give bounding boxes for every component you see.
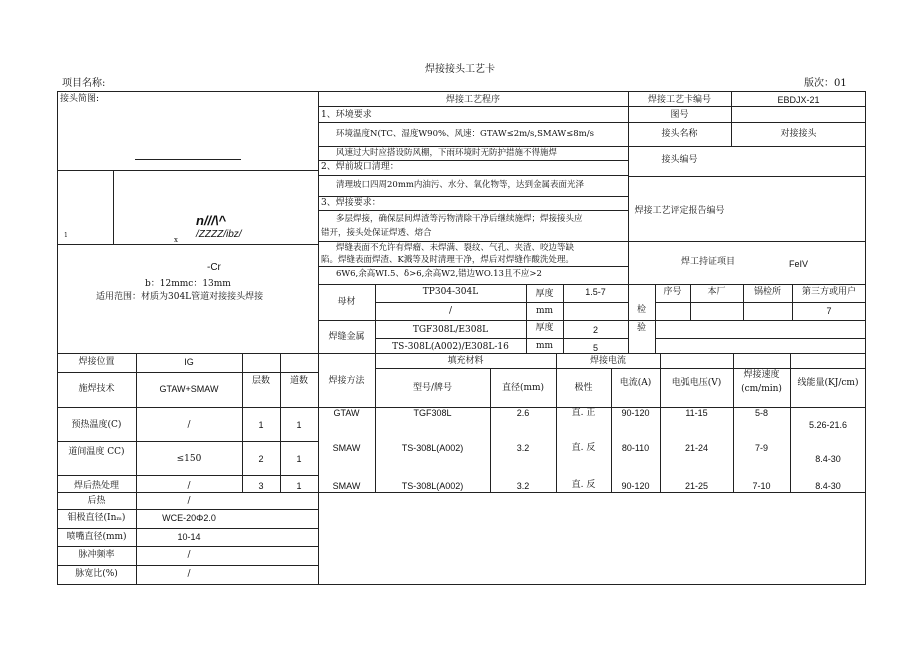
bevel-cleaning-title: 2、焊前坡口清理：: [321, 162, 399, 172]
application-scope: 适用范围：材质为304L管道对接接头焊接: [96, 292, 264, 302]
filler-thickness-label: 厚度: [535, 323, 554, 333]
row1-layer: 1: [258, 420, 264, 430]
size-tolerance-line: 6W6,余高WI.5、δ>6,余高W2,错边WO.13且不应>2: [336, 269, 542, 279]
sketch-mark-x: x: [174, 236, 178, 244]
pulse-frequency-value: /: [187, 550, 191, 560]
filler-material-header: 填充材料: [447, 356, 484, 366]
pass-count-header: 道数: [289, 376, 308, 386]
filler-metal-value-2: TS-308L(A002)/E308L-16: [392, 342, 509, 352]
card-number-label: 焊接工艺卡编号: [647, 95, 711, 105]
row3-speed: 7-10: [752, 481, 771, 491]
nozzle-diameter-label: 喷嘴直径(mm): [66, 532, 127, 542]
electrode-diameter-value: WCE-20Φ2.0: [162, 513, 216, 523]
welding-speed-header-2: (cm/min): [741, 384, 782, 394]
pulse-width-ratio-value: /: [187, 569, 191, 579]
post-heat-label: 后热: [87, 496, 106, 506]
env-requirements-line1: 环境温度N(TC、湿度W90%、风速：GTAW≤2m/s,SMAW≤8m/s: [336, 129, 594, 139]
filler-metal-value-1: TGF308L/E308L: [412, 325, 489, 335]
surface-requirements-line2: 陷。焊缝表面焊渣、K溅等及时清理干净，焊后对焊缝作酸洗处理。: [321, 255, 574, 265]
row1-diameter: 2.6: [516, 408, 530, 418]
row3-model: TS-308L(A002): [401, 481, 464, 491]
heat-input-header: 线能量(KJ/cm): [797, 378, 859, 388]
preheat-temp-label: 预热温度(C): [71, 420, 122, 430]
current-amp-header: 电流(A): [619, 378, 652, 388]
preheat-temp-value: /: [187, 420, 191, 430]
post-heat-value: /: [187, 496, 191, 506]
inspection-label-2: 验: [636, 323, 646, 333]
row2-current: 80-110: [621, 443, 650, 453]
row3-current: 90-120: [621, 481, 650, 491]
base-thickness-unit: mm: [535, 306, 554, 316]
pqr-number-label: 焊接工艺评定报告编号: [634, 206, 725, 216]
row3-diameter: 3.2: [516, 481, 530, 491]
row1-heat-input: 5.26-21.6: [808, 420, 848, 430]
surface-requirements-line1: 焊缝表面不允许有焊瘤、未焊满、裂纹、气孔、夹渣、咬边等缺: [336, 243, 575, 253]
base-metal-value: TP304-304L: [422, 287, 479, 297]
row3-pass: 1: [296, 481, 302, 491]
welding-technique-value: GTAW+SMAW: [159, 384, 219, 394]
sketch-bevel-bottom: /ZZZZ/ibz/: [196, 229, 242, 240]
welding-requirements-line2: 错开，接头处保证焊透、熔合: [321, 228, 432, 238]
welding-method-header: 焊接方法: [328, 376, 365, 386]
filler-metal-label: 焊缝金属: [328, 332, 365, 342]
row2-polarity: 直. 反: [571, 443, 596, 453]
filler-thickness-value-1: 2: [592, 325, 598, 335]
welding-current-header: 焊接电流: [589, 356, 626, 366]
nozzle-diameter-value: 10-14: [177, 532, 201, 542]
row1-model: TGF308L: [413, 408, 452, 418]
env-requirements-title: 1、环境要求: [321, 110, 372, 120]
diameter-header: 直径(mm): [501, 383, 545, 393]
pwht-value: /: [187, 481, 191, 491]
version-label: 版次：01: [804, 78, 847, 89]
filler-thickness-unit: mm: [535, 341, 554, 351]
joint-dimensions: b：12mmc：13mm: [145, 279, 231, 289]
inspection-col-serial: 序号: [663, 287, 682, 297]
model-brand-header: 型号/牌号: [412, 383, 453, 393]
row2-pass: 1: [296, 454, 302, 464]
polarity-header: 极性: [574, 383, 593, 393]
row1-method: GTAW: [333, 408, 360, 418]
row3-voltage: 21-25: [684, 481, 709, 491]
welding-position-label: 焊接位置: [78, 357, 115, 367]
row3-method: SMAW: [332, 481, 361, 491]
interpass-temp-label: 道间温度 CC): [68, 447, 125, 457]
pulse-frequency-label: 脉冲频率: [78, 550, 115, 560]
sketch-cr: -Cr: [207, 262, 221, 273]
row1-pass: 1: [296, 420, 302, 430]
welder-qualification-value: FeIV: [789, 259, 809, 269]
pwht-label: 焊后热处理: [73, 481, 119, 491]
electrode-diameter-label: 钼极直径(Inₘ): [67, 513, 126, 523]
row3-heat-input: 8.4-30: [815, 481, 841, 491]
project-name-label: 项目名称:: [62, 78, 106, 89]
sketch-mark-left: 1: [64, 232, 68, 239]
bevel-cleaning-line: 清理坡口四周20mm内油污、水分、氧化物等，达到金属表面光泽: [336, 180, 584, 190]
joint-number-label: 接头编号: [661, 155, 698, 165]
row2-heat-input: 8.4-30: [815, 454, 841, 464]
joint-name-value: 对接接头: [780, 129, 817, 139]
welding-requirements-title: 3、焊接要求：: [321, 198, 381, 208]
joint-sketch-label: 接头简图:: [60, 94, 100, 104]
row3-polarity: 直. 反: [571, 480, 596, 490]
row2-speed: 7-9: [754, 443, 768, 453]
env-requirements-line2: 风速过大时应搭设防风棚，下雨环境时无防护措施不得施焊: [336, 148, 558, 158]
card-number-value: EBDJX-21: [777, 95, 820, 105]
inspection-third-party-value: 7: [826, 306, 832, 316]
welding-technique-label: 施焊技术: [78, 384, 115, 394]
row3-layer: 3: [258, 481, 264, 491]
interpass-temp-value: ≤150: [176, 454, 202, 464]
arc-voltage-header: 电弧电压(V): [671, 378, 722, 388]
base-metal-label: 母材: [337, 297, 356, 307]
row1-speed: 5-8: [754, 408, 768, 418]
row1-current: 90-120: [621, 408, 650, 418]
joint-name-label: 接头名称: [661, 129, 698, 139]
page-title: 焊接接头工艺卡: [425, 64, 495, 75]
row1-polarity: 直. 正: [571, 408, 596, 418]
row2-method: SMAW: [332, 443, 361, 453]
inspection-col-third-party: 第三方或用户: [801, 287, 856, 297]
inspection-label-1: 检: [636, 305, 646, 315]
drawing-number-label: 图号: [670, 110, 689, 120]
row2-layer: 2: [258, 454, 264, 464]
inspection-col-boiler-office: 锅检所: [753, 287, 781, 297]
pulse-width-ratio-label: 脉宽比(%): [75, 569, 118, 579]
row1-voltage: 11-15: [685, 408, 708, 418]
inspection-col-factory: 本厂: [707, 287, 726, 297]
welding-speed-header-1: 焊接速度: [743, 370, 780, 380]
row2-model: TS-308L(A002): [401, 443, 464, 453]
layer-count-header: 层数: [251, 376, 270, 386]
base-thickness-label: 厚度: [535, 289, 554, 299]
row2-diameter: 3.2: [516, 443, 530, 453]
welding-position-value: IG: [184, 357, 194, 367]
base-thickness-value: 1.5-7: [585, 287, 606, 297]
row2-voltage: 21-24: [684, 443, 709, 453]
procedure-header: 焊接工艺程序: [445, 95, 500, 105]
base-metal-sub: /: [448, 306, 453, 316]
sketch-bevel-top: n///\^: [196, 213, 226, 228]
welding-requirements-line1: 多层焊接，确保层间焊渣等污物清除干净后继续施焊；焊接接头应: [336, 214, 583, 224]
welder-qualification-label: 焊工持证项目: [680, 257, 735, 267]
filler-thickness-value-2: 5: [592, 343, 598, 353]
